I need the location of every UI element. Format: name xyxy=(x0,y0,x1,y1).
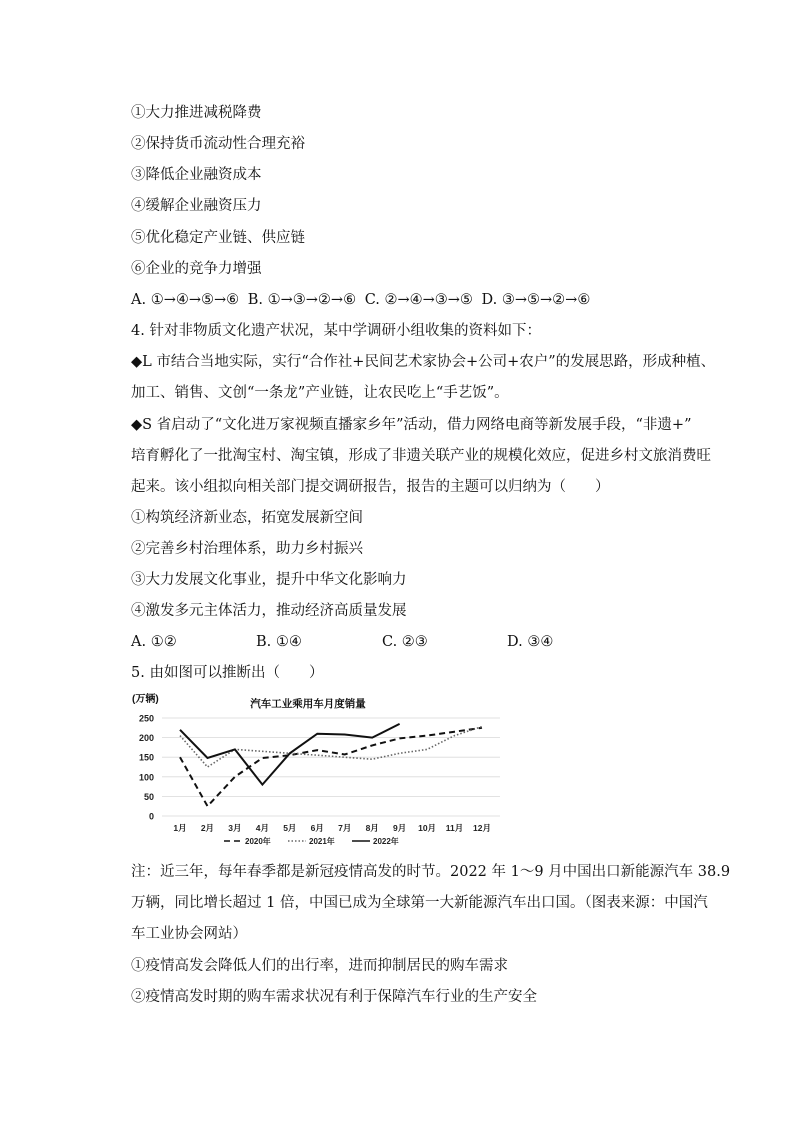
x-tick-label: 5月 xyxy=(283,823,297,833)
x-tick-label: 8月 xyxy=(365,823,379,833)
x-tick-label: 2月 xyxy=(200,823,215,833)
q4-option-a[interactable]: A. ①② xyxy=(131,634,177,650)
chart-unit-label: (万辆) xyxy=(132,694,159,705)
q4-item-3: ③大力发展文化事业，提升中华文化影响力 xyxy=(131,572,407,588)
legend-label-2021年: 2021年 xyxy=(309,837,335,846)
sales-line-chart xyxy=(128,690,508,850)
q5-note-line-2: 万辆，同比增长超过 1 倍，中国已成为全球第一大新能源汽车出口国。（图表来源：中国汽 xyxy=(131,895,708,911)
q4-material-line-2: 加工、销售、文创“一条龙”产业链，让农民吃上“手艺饭”。 xyxy=(131,385,509,401)
x-tick-label: 12月 xyxy=(473,823,491,833)
chart-x-ticks xyxy=(173,823,491,833)
q4-material-line-4: 培育孵化了一批淘宝村、淘宝镇，形成了非遗关联产业的规模化效应，促进乡村文旅消费旺 xyxy=(131,448,711,464)
x-tick-label: 3月 xyxy=(228,823,242,833)
q4-material-line-1: ◆L 市结合当地实际，实行“合作社+民间艺术家协会+公司+农户”的发展思路，形成种植、 xyxy=(131,354,716,370)
y-tick-label: 150 xyxy=(138,752,154,763)
x-tick-label: 9月 xyxy=(393,823,407,833)
series-line-2021年 xyxy=(180,727,482,767)
q4-material-line-3: ◆S 省启动了“文化进万家视频直播家乡年”活动，借力网络电商等新发展手段，“非遗+” xyxy=(131,417,692,433)
q3-item-1: ①大力推进减税降费 xyxy=(131,105,262,121)
q4-stem: 4. 针对非物质文化遗产状况，某中学调研小组收集的资料如下： xyxy=(131,323,541,339)
q3-item-6: ⑥企业的竞争力增强 xyxy=(131,261,262,277)
chart-title: 汽车工业乘用车月度销量 xyxy=(250,698,366,710)
x-tick-label: 6月 xyxy=(310,823,324,833)
q4-material-line-5: 起来。该小组拟向相关部门提交调研报告，报告的主题可以归纳为（ ） xyxy=(131,479,610,495)
q4-option-d[interactable]: D. ③④ xyxy=(507,634,554,650)
q5-item-2: ②疫情高发时期的购车需求状况有利于保障汽车行业的生产安全 xyxy=(131,989,537,1005)
q3-option-d[interactable]: D. ③→⑤→②→⑥ xyxy=(481,292,591,308)
q3-item-3: ③降低企业融资成本 xyxy=(131,167,262,183)
x-tick-label: 4月 xyxy=(255,823,269,833)
y-tick-label: 250 xyxy=(138,713,154,724)
legend-label-2022年: 2022年 xyxy=(373,837,399,846)
q3-item-4: ④缓解企业融资压力 xyxy=(131,198,262,214)
q3-option-a[interactable]: A. ①→④→⑤→⑥ xyxy=(131,292,240,308)
q4-item-4: ④激发多元主体活力，推动经济高质量发展 xyxy=(131,603,407,619)
q3-item-5: ⑤优化稳定产业链、供应链 xyxy=(131,230,305,246)
chart-series xyxy=(180,724,482,806)
y-tick-label: 200 xyxy=(138,733,154,744)
q3-option-c[interactable]: C. ②→④→③→⑤ xyxy=(364,292,473,308)
legend-label-2020年: 2020年 xyxy=(245,837,271,846)
x-tick-label: 10月 xyxy=(418,823,437,833)
q3-option-b[interactable]: B. ①→③→②→⑥ xyxy=(247,292,357,308)
q4-item-1: ①构筑经济新业态，拓宽发展新空间 xyxy=(131,510,363,526)
y-tick-label: 0 xyxy=(148,811,154,822)
q3-options xyxy=(131,290,590,310)
q5-stem: 5. 由如图可以推断出（ ） xyxy=(131,665,324,681)
q4-option-b[interactable]: B. ①④ xyxy=(256,634,302,650)
x-tick-label: 1月 xyxy=(173,823,187,833)
q5-note-line-1: 注：近三年，每年春季都是新冠疫情高发的时节。2022 年 1～9 月中国出口新能源汽车 38.9 xyxy=(131,864,731,880)
series-line-2022年 xyxy=(180,724,400,785)
q5-item-1: ①疫情高发会降低人们的出行率，进而抑制居民的购车需求 xyxy=(131,958,508,974)
series-line-2020年 xyxy=(180,728,482,806)
y-tick-label: 100 xyxy=(138,772,154,783)
q3-item-2: ②保持货币流动性合理充裕 xyxy=(131,136,305,152)
x-tick-label: 11月 xyxy=(445,823,464,833)
chart-legend xyxy=(224,836,399,846)
q4-item-2: ②完善乡村治理体系，助力乡村振兴 xyxy=(131,541,363,557)
y-tick-label: 50 xyxy=(143,791,154,802)
q5-note-line-3: 车工业协会网站） xyxy=(131,926,247,942)
q4-option-c[interactable]: C. ②③ xyxy=(382,634,428,650)
chart-y-ticks xyxy=(139,714,154,822)
x-tick-label: 7月 xyxy=(338,823,352,833)
